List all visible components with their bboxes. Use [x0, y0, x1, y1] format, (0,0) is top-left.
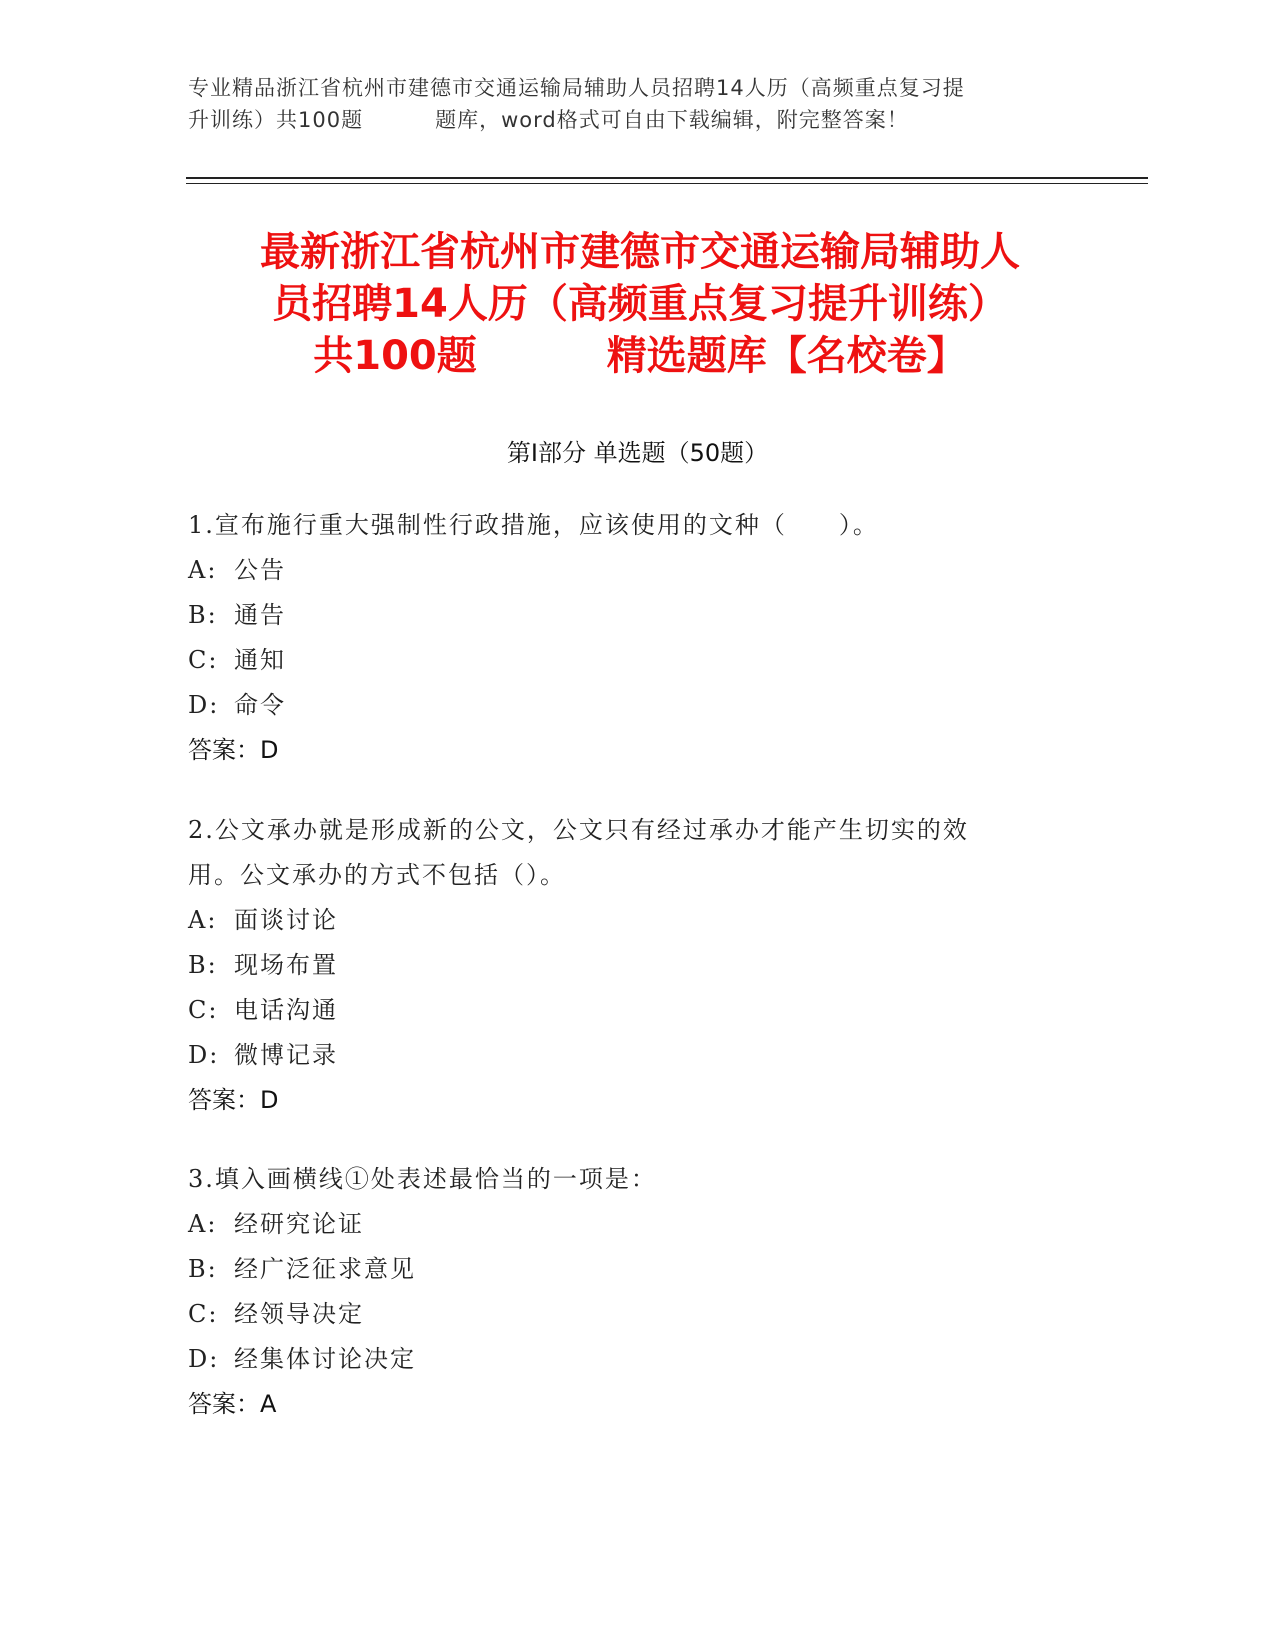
option-c — [188, 1292, 1088, 1337]
option-letter: C: — [188, 646, 219, 674]
header-divider-thick — [186, 177, 1148, 179]
header-note-line-2 — [188, 104, 1088, 136]
option-a — [188, 898, 1088, 943]
option-d — [188, 1033, 1088, 1078]
option-letter: A: — [188, 556, 218, 584]
option-c — [188, 988, 1088, 1033]
option-text: 微博记录 — [234, 1041, 338, 1069]
option-c — [188, 638, 1088, 683]
option-letter: D: — [188, 691, 220, 719]
option-b — [188, 1247, 1088, 1292]
option-b — [188, 943, 1088, 988]
option-letter: B: — [188, 951, 218, 979]
option-a — [188, 1202, 1088, 1247]
question-stem-line: 3.填入画横线①处表述最恰当的一项是： — [188, 1165, 657, 1193]
answer: 答案：D — [188, 736, 279, 764]
question-stem-line: 2.公文承办就是形成新的公文，公文只有经过承办才能产生切实的效 — [188, 816, 969, 844]
section-title: 第Ⅰ部分 单选题（50题） — [506, 439, 769, 467]
header-divider-thin — [186, 183, 1148, 184]
document-title — [150, 226, 1130, 382]
title-line-3 — [150, 330, 1130, 382]
option-text: 命令 — [234, 691, 286, 719]
title-line-3-a: 共100题 — [313, 333, 477, 379]
title-line-3-b: 精选题库【名校卷】 — [606, 333, 967, 379]
option-text: 经领导决定 — [234, 1300, 364, 1328]
question-stem-line: 用。公文承办的方式不包括（）。 — [188, 861, 566, 889]
option-text: 通知 — [234, 646, 286, 674]
option-letter: A: — [188, 1210, 218, 1238]
option-text: 经集体讨论决定 — [234, 1345, 416, 1373]
option-text: 面谈讨论 — [234, 906, 338, 934]
answer: 答案：D — [188, 1086, 279, 1114]
option-letter: A: — [188, 906, 218, 934]
option-text: 公告 — [234, 556, 286, 584]
title-line-1: 最新浙江省杭州市建德市交通运输局辅助人 — [260, 229, 1020, 275]
option-d — [188, 1337, 1088, 1382]
option-b — [188, 593, 1088, 638]
question-stem-line: 1.宣布施行重大强制性行政措施，应该使用的文种（ ）。 — [188, 511, 879, 539]
question-3 — [188, 1157, 1088, 1427]
question-stem — [188, 1157, 1088, 1202]
header-note-line-2-a: 升训练）共100题 — [188, 108, 364, 132]
option-letter: B: — [188, 1255, 218, 1283]
option-letter: D: — [188, 1041, 220, 1069]
option-letter: D: — [188, 1345, 220, 1373]
option-text: 通告 — [234, 601, 286, 629]
option-d — [188, 683, 1088, 728]
question-2 — [188, 808, 1088, 1123]
question-stem — [188, 503, 1088, 548]
option-a — [188, 548, 1088, 593]
header-note — [188, 72, 1088, 136]
option-text: 现场布置 — [234, 951, 338, 979]
header-note-line-1: 专业精品浙江省杭州市建德市交通运输局辅助人员招聘14人历（高频重点复习提 — [188, 76, 965, 100]
header-note-line-2-b: 题库，word格式可自由下载编辑，附完整答案！ — [435, 108, 909, 132]
question-stem — [188, 808, 1088, 898]
option-letter: C: — [188, 996, 219, 1024]
answer: 答案：A — [188, 1390, 277, 1418]
option-text: 经广泛征求意见 — [234, 1255, 416, 1283]
question-1 — [188, 503, 1088, 773]
title-line-2: 员招聘14人历（高频重点复习提升训练） — [272, 281, 1008, 327]
option-text: 电话沟通 — [234, 996, 338, 1024]
option-text: 经研究论证 — [234, 1210, 364, 1238]
option-letter: B: — [188, 601, 218, 629]
option-letter: C: — [188, 1300, 219, 1328]
